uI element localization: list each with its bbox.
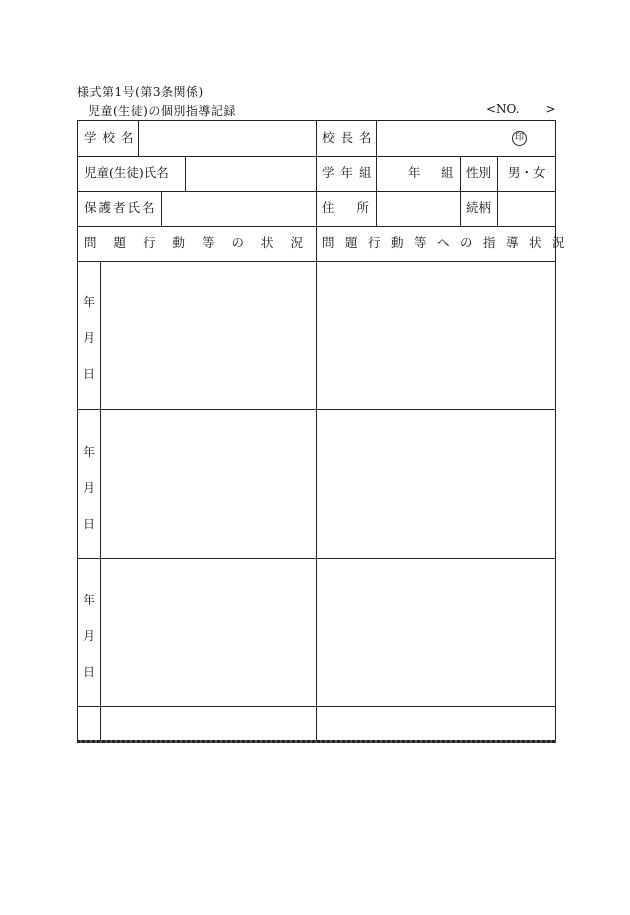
- form-number: 様式第1号(第3条関係): [77, 85, 204, 99]
- relationship-label: 続柄: [466, 200, 492, 215]
- bottom-border: [77, 740, 556, 743]
- date-day-label: 日: [82, 367, 95, 381]
- guidance-status-header: 問題行動等への指導状況: [322, 235, 576, 250]
- date-block: [78, 261, 100, 409]
- col-divider: [497, 156, 498, 191]
- col-divider: [460, 156, 461, 191]
- guardian-name-field[interactable]: [162, 191, 316, 226]
- row-divider: [78, 226, 556, 227]
- row-divider: [78, 156, 556, 157]
- incident-status-header: 問題行動等の状況: [84, 235, 321, 250]
- student-name-label: 児童(生徒)氏名: [84, 165, 169, 180]
- guidance-record-table: [77, 120, 576, 743]
- guidance-entry[interactable]: [317, 559, 556, 706]
- date-month-label: 月: [82, 331, 95, 345]
- gender-label: 性別: [466, 165, 492, 180]
- seal-icon: 印: [512, 131, 527, 146]
- guidance-entry[interactable]: [317, 410, 556, 558]
- school-name-label: 学校名: [84, 130, 140, 145]
- class-label[interactable]: 組: [441, 165, 454, 180]
- extra-date-cell[interactable]: [78, 707, 100, 742]
- principal-name-field[interactable]: [377, 121, 556, 156]
- date-year-label: 年: [82, 445, 95, 459]
- date-month-label: 月: [82, 481, 95, 495]
- date-day-label: 日: [82, 517, 95, 531]
- col-divider: [460, 191, 461, 226]
- date-day-label: 日: [82, 665, 95, 679]
- incident-entry[interactable]: [101, 410, 316, 558]
- date-block: [78, 558, 100, 706]
- guardian-name-label: 保護者氏名: [84, 200, 157, 215]
- form-title: 児童(生徒)の個別指導記録: [88, 104, 236, 118]
- incident-entry[interactable]: [101, 262, 316, 409]
- address-field[interactable]: [377, 191, 460, 226]
- date-month-label: 月: [82, 629, 95, 643]
- gender-value[interactable]: 男・女: [508, 165, 546, 180]
- record-number: [486, 102, 556, 116]
- guidance-entry[interactable]: [317, 262, 556, 409]
- school-name-field[interactable]: [139, 121, 316, 156]
- student-name-field[interactable]: [186, 156, 316, 191]
- record-number-suffix: >: [545, 102, 556, 116]
- date-block: [78, 409, 100, 558]
- record-number-prefix: <NO.: [486, 102, 520, 116]
- date-year-label: 年: [82, 593, 95, 607]
- guidance-entry[interactable]: [317, 707, 556, 742]
- date-year-label: 年: [82, 295, 95, 309]
- relationship-field[interactable]: [498, 191, 556, 226]
- grade-class-label: 学年組: [322, 165, 378, 180]
- grade-label[interactable]: 年: [408, 165, 421, 180]
- row-divider: [78, 191, 556, 192]
- principal-name-label: 校長名: [322, 130, 378, 145]
- address-label: 住所: [322, 200, 392, 215]
- incident-entry[interactable]: [101, 559, 316, 706]
- incident-entry[interactable]: [101, 707, 316, 742]
